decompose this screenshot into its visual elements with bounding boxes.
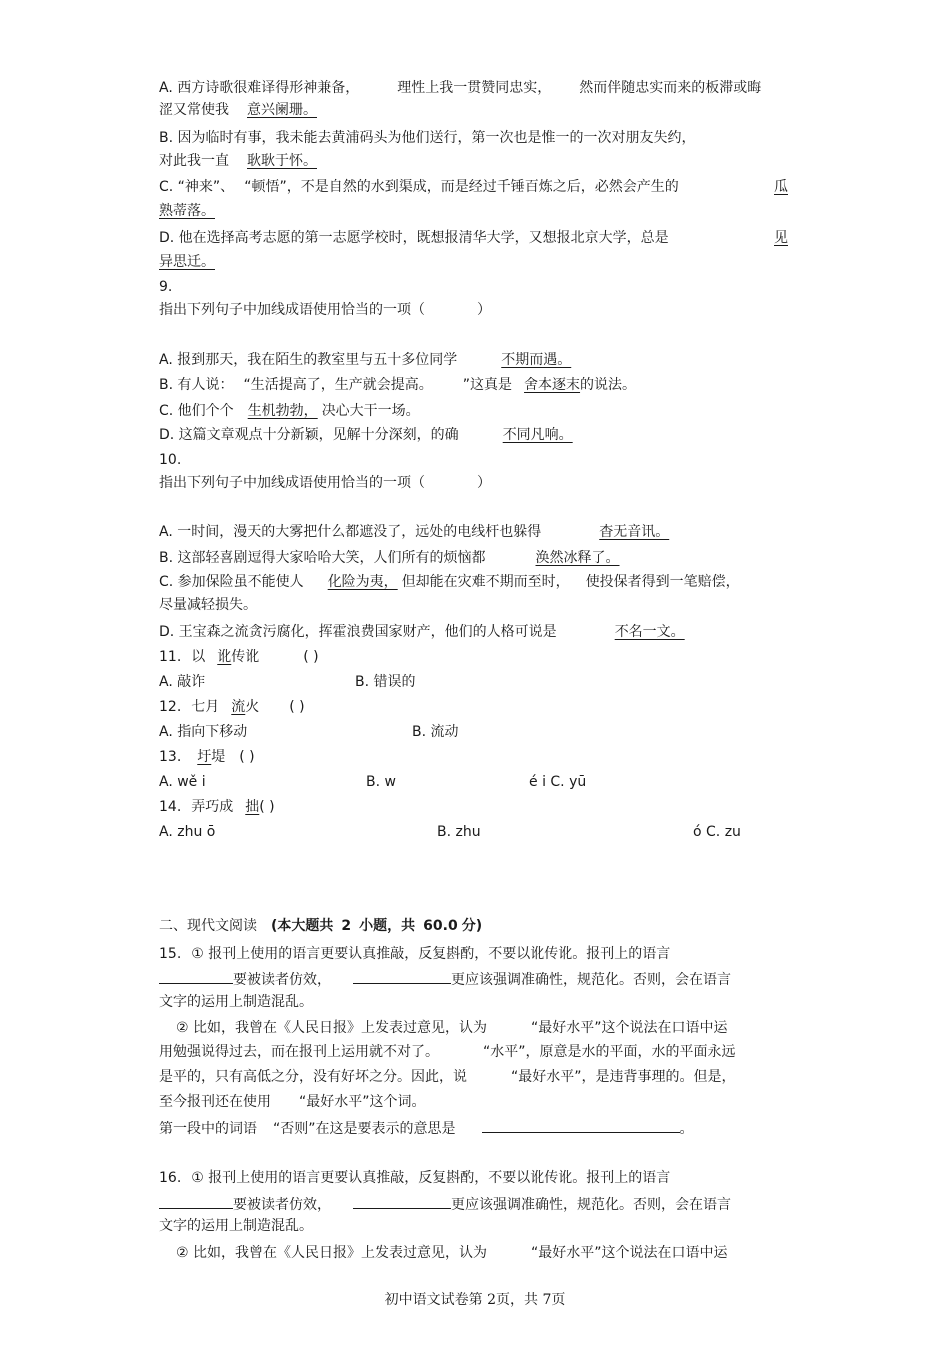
q13-stem: 13. 圩堤 ( ) xyxy=(159,749,255,765)
q10-option-c-line2: 尽量减轻损失。 xyxy=(159,597,257,613)
q15-para2-line1: ② 比如，我曾在《人民日报》上发表过意见，认为 “最好水平”这个说法在口语中运 xyxy=(176,1020,728,1036)
q16-para1-line2: 要被读者仿效， 更应该强调准确性，规范化。否则，会在语言 xyxy=(159,1194,731,1214)
q14-stem: 14. 弄巧成 拙( ) xyxy=(159,799,275,815)
q15-para1-line3: 文字的运用上制造混乱。 xyxy=(159,994,313,1010)
q8-option-c-idiom-start: 瓜 xyxy=(774,179,788,195)
q12-stem: 12. 七月 流火 ( ) xyxy=(159,699,305,715)
q16-blank-1[interactable] xyxy=(159,1194,233,1209)
q15-para1-line2: 要被读者仿效， 更应该强调准确性，规范化。否则，会在语言 xyxy=(159,969,731,989)
q11-option-b: B. 错误的 xyxy=(355,674,416,690)
q8-underlined-idiom: 意兴阑珊。 xyxy=(247,102,317,118)
q13-option-a: A. wě i xyxy=(159,774,206,790)
q8-option-d-line2: 异思迁。 xyxy=(159,254,215,270)
q15-answer-blank[interactable] xyxy=(482,1118,680,1133)
q8-option-d-idiom-start: 见 xyxy=(774,230,788,246)
q14-option-c: ó C. zu xyxy=(693,824,741,840)
q8-option-d-line1: D. 他在选择高考志愿的第一志愿学校时，既想报清华大学，又想报北京大学，总是 xyxy=(159,230,669,246)
q14-option-b: B. zhu xyxy=(437,824,481,840)
q10-option-c-line1: C. 参加保险虽不能使人 化险为夷， 但却能在灾难不期而至时， 使投保者得到一笔赔偿， xyxy=(159,574,740,590)
q15-para2-line2: 用勉强说得过去，而在报刊上运用就不对了。 “水平”，原意是水的平面，水的平面永远 xyxy=(159,1044,736,1060)
q13-option-b: B. w xyxy=(366,774,396,790)
q8-option-c-line1: C. “神来”、 “顿悟”，不是自然的水到渠成，而是经过千锤百炼之后，必然会产生的 xyxy=(159,179,679,195)
q9-stem: 指出下列句子中加线成语使用恰当的一项（ ） xyxy=(159,302,491,318)
q15-para1-line1: 15. ① 报刊上使用的语言更要认真推敲，反复斟酌，不要以讹传讹。报刊上的语言 xyxy=(159,946,671,962)
q8-option-a-line2: 涩又常使我 意兴阑珊。 xyxy=(159,102,317,118)
q11-stem: 11. 以 讹传讹 ( ) xyxy=(159,649,319,665)
q15-question: 第一段中的词语 “否则”在这是要表示的意思是 。 xyxy=(159,1118,694,1138)
q16-blank-2[interactable] xyxy=(353,1194,451,1209)
q15-blank-1[interactable] xyxy=(159,969,233,984)
q15-blank-2[interactable] xyxy=(353,969,451,984)
q9-number: 9. xyxy=(159,279,173,295)
q10-number: 10. xyxy=(159,452,182,468)
q9-option-c: C. 他们个个 生机勃勃， 决心大干一场。 xyxy=(159,403,420,419)
q15-para2-line3: 是平的，只有高低之分，没有好坏之分。因此，说 “最好水平”，是违背事理的。但是， xyxy=(159,1069,736,1085)
q9-option-b: B. 有人说： “生活提高了，生产就会提高。 ”这真是 舍本逐末的说法。 xyxy=(159,377,637,393)
q12-option-a: A. 指向下移动 xyxy=(159,724,248,740)
q12-option-b: B. 流动 xyxy=(412,724,459,740)
q11-option-a: A. 敲诈 xyxy=(159,674,206,690)
q14-option-a: A. zhu ō xyxy=(159,824,216,840)
q8-option-b-line1: B. 因为临时有事，我未能去黄浦码头为他们送行，第一次也是惟一的一次对朋友失约， xyxy=(159,130,696,146)
q9-option-a: A. 报到那天，我在陌生的教室里与五十多位同学 不期而遇。 xyxy=(159,352,572,368)
q16-para1-line1: 16. ① 报刊上使用的语言更要认真推敲，反复斟酌，不要以讹传讹。报刊上的语言 xyxy=(159,1170,671,1186)
section-2-title: 二、现代文阅读 (本大题共 2 小题，共 60.0 分) xyxy=(159,918,483,934)
q13-option-c: é i C. yū xyxy=(529,774,587,790)
q8-option-b-line2: 对此我一直 耿耿于怀。 xyxy=(159,153,317,169)
page-footer: 初中语文试卷第 2页，共 7页 xyxy=(384,1292,566,1308)
q15-para2-line4: 至今报刊还在使用 “最好水平”这个词。 xyxy=(159,1094,426,1110)
q9-option-d: D. 这篇文章观点十分新颖，见解十分深刻，的确 不同凡响。 xyxy=(159,427,573,443)
q8-option-c-line2: 熟蒂落。 xyxy=(159,203,215,219)
q10-option-d: D. 王宝森之流贪污腐化，挥霍浪费国家财产，他们的人格可说是 不名一文。 xyxy=(159,624,685,640)
q10-option-a: A. 一时间，漫天的大雾把什么都遮没了，远处的电线杆也躲得 杳无音讯。 xyxy=(159,524,670,540)
q10-stem: 指出下列句子中加线成语使用恰当的一项（ ） xyxy=(159,475,491,491)
q16-para1-line3: 文字的运用上制造混乱。 xyxy=(159,1218,313,1234)
q8-option-a-line1: A. 西方诗歌很难译得形神兼备， 理性上我一贯赞同忠实， 然而伴随忠实而来的板滞或晦 xyxy=(159,80,762,96)
q16-para2-line1: ② 比如，我曾在《人民日报》上发表过意见，认为 “最好水平”这个说法在口语中运 xyxy=(176,1245,728,1261)
q10-option-b: B. 这部轻喜剧逗得大家哈哈大笑，人们所有的烦恼都 涣然冰释了。 xyxy=(159,550,620,566)
